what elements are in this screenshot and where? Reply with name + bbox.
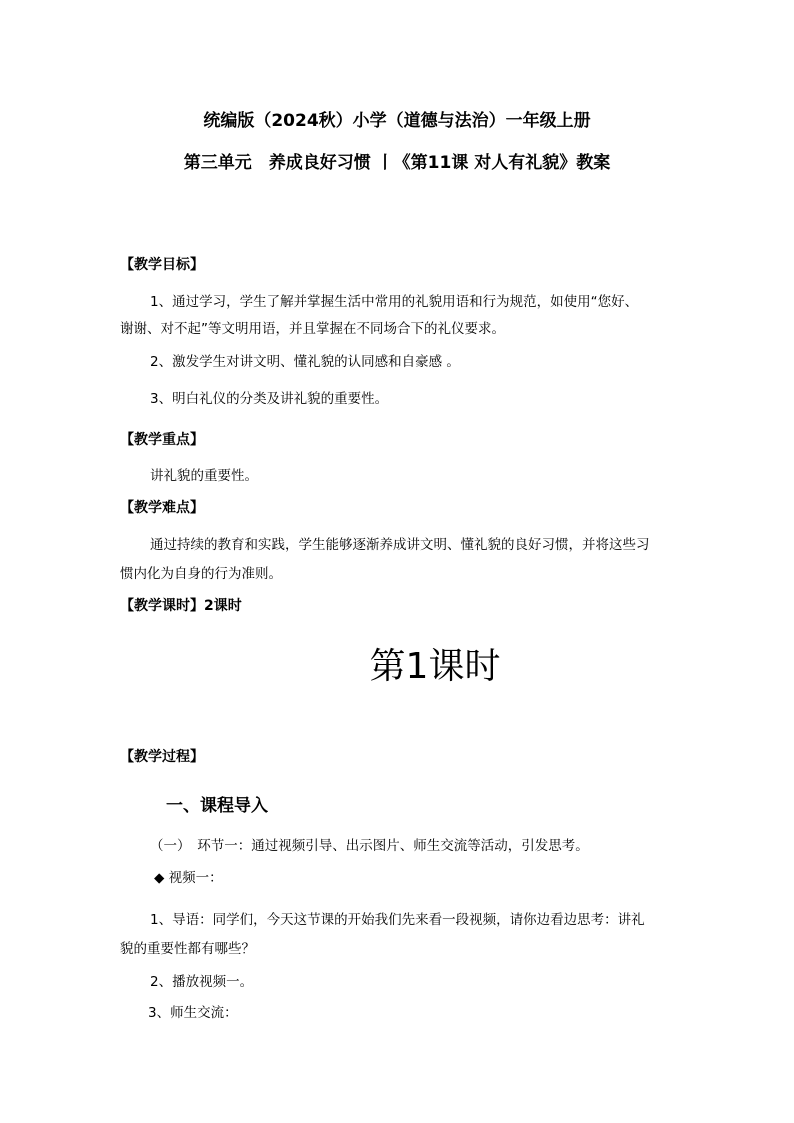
process-item-3: 3、师生交流： <box>148 1005 238 1021</box>
hours-heading: 【教学课时】2课时 <box>120 598 242 614</box>
key-points-text: 讲礼貌的重要性。 <box>150 468 258 484</box>
objective-3: 3、明白礼仪的分类及讲礼貌的重要性。 <box>150 391 389 407</box>
lesson-title: 第1课时 <box>369 646 501 687</box>
difficulties-line2: 惯内化为自身的行为准则。 <box>120 566 282 582</box>
objective-1-line2: 谢谢、对不起”等文明用语，并且掌握在不同场合下的礼仪要求。 <box>120 321 505 337</box>
objective-2: 2、激发学生对讲文明、懂礼貌的认同感和自豪感 。 <box>150 354 460 370</box>
document-title-line1: 统编版（2024秋）小学（道德与法治）一年级上册 <box>203 111 591 131</box>
process-item-2: 2、播放视频一。 <box>150 974 254 990</box>
process-item-1-line2: 貌的重要性都有哪些？ <box>120 941 255 957</box>
section-1-heading: 一、课程导入 <box>166 796 268 816</box>
difficulties-heading: 【教学难点】 <box>120 500 204 516</box>
video-1-label: ◆ 视频一： <box>154 870 223 886</box>
process-heading: 【教学过程】 <box>120 749 204 765</box>
step-1: （一） 环节一：通过视频引导、出示图片、师生交流等活动，引发思考。 <box>150 838 589 854</box>
difficulties-line1: 通过持续的教育和实践，学生能够逐渐养成讲文明、懂礼貌的良好习惯，并将这些习 <box>150 537 650 553</box>
process-item-1-line1: 1、导语：同学们，今天这节课的开始我们先来看一段视频，请你边看边思考：讲礼 <box>150 912 645 928</box>
objectives-heading: 【教学目标】 <box>120 257 204 273</box>
key-points-heading: 【教学重点】 <box>120 432 204 448</box>
objective-1-line1: 1、通过学习，学生了解并掌握生活中常用的礼貌用语和行为规范，如使用“您好、 <box>150 294 639 310</box>
document-title-line2: 第三单元 养成良好习惯 丨《第11课 对人有礼貌》教案 <box>183 153 611 173</box>
